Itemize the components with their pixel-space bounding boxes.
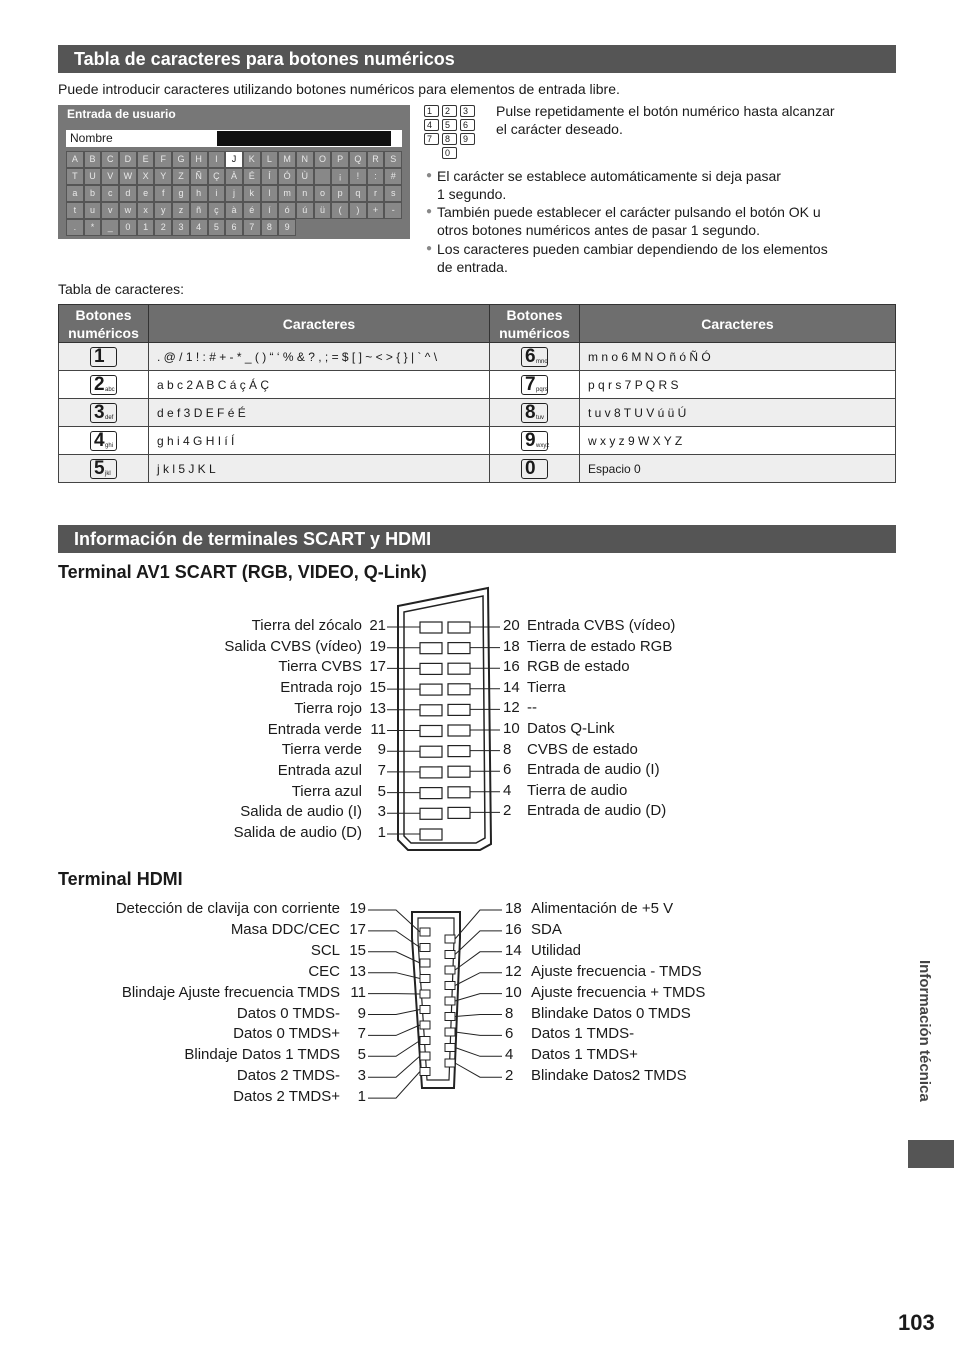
hdmi-pin-label: Detección de clavija con corriente bbox=[115, 900, 340, 917]
keyboard-key[interactable]: q bbox=[349, 185, 367, 202]
hdmi-pin-number: 13 bbox=[349, 962, 366, 980]
scart-pin-label: Entrada CVBS (vídeo) bbox=[527, 617, 676, 634]
keyboard-key[interactable]: é bbox=[243, 202, 261, 219]
hdmi-leader-line bbox=[455, 1063, 502, 1077]
number-key-0-icon: 0 bbox=[442, 147, 457, 159]
char-table-label: Tabla de caracteres: bbox=[58, 281, 185, 297]
keyboard-key[interactable]: Q bbox=[349, 151, 367, 168]
scart-pin-odd bbox=[420, 684, 442, 695]
scart-pin-odd bbox=[420, 788, 442, 799]
characters-cell: t u v 8 T U V ú ü Ú bbox=[580, 399, 896, 427]
characters-cell: d e f 3 D E F é É bbox=[149, 399, 490, 427]
hdmi-pin-odd bbox=[420, 1037, 430, 1045]
keyboard-key[interactable]: S bbox=[384, 151, 402, 168]
hdmi-pin-number: 10 bbox=[505, 983, 522, 1001]
number-key-3-icon: 3 bbox=[460, 105, 475, 117]
scart-pin-number: 17 bbox=[369, 658, 386, 676]
col-header-chars: Caracteres bbox=[149, 305, 490, 343]
keyboard-key[interactable]: a bbox=[66, 185, 84, 202]
hdmi-pin-label: SCL bbox=[310, 941, 340, 959]
keyboard-key[interactable]: r bbox=[367, 185, 385, 202]
keyboard-key[interactable]: 1 bbox=[137, 219, 155, 236]
keyboard-key[interactable]: 0 bbox=[119, 219, 137, 236]
col-header-buttons: Botones numéricos bbox=[59, 305, 149, 343]
number-button-icon: 8 tuv bbox=[521, 403, 548, 423]
hdmi-pin-number: 3 bbox=[357, 1067, 366, 1085]
scart-pin-number: 5 bbox=[377, 782, 386, 800]
scart-pin-number: 1 bbox=[377, 824, 386, 841]
keyboard-key[interactable]: w bbox=[119, 202, 137, 219]
keyboard-key[interactable]: ú bbox=[296, 202, 314, 219]
keyboard-key[interactable]: G bbox=[172, 151, 190, 168]
scart-pin-odd bbox=[420, 746, 442, 757]
hdmi-pin-odd bbox=[420, 1006, 430, 1014]
hdmi-pin-even bbox=[445, 982, 455, 990]
scart-pin-even bbox=[448, 787, 470, 798]
hdmi-pin-even bbox=[445, 935, 455, 943]
number-button-icon: 5 jkl bbox=[90, 459, 117, 479]
section-title-char-table: Tabla de caracteres para botones numéricos bbox=[58, 45, 896, 73]
scart-pin-even bbox=[448, 807, 470, 818]
keyboard-key[interactable]: Ó bbox=[278, 168, 296, 185]
hdmi-leader-line bbox=[455, 994, 502, 1001]
keyboard-key[interactable]: o bbox=[314, 185, 332, 202]
hdmi-pin-label: Datos 1 TMDS+ bbox=[531, 1046, 638, 1064]
keyboard-key[interactable]: U bbox=[84, 168, 102, 185]
scart-pin-even bbox=[448, 643, 470, 654]
scart-pin-number: 8 bbox=[503, 740, 512, 758]
scart-pin-even bbox=[448, 663, 470, 674]
keyboard-key[interactable]: B bbox=[84, 151, 102, 168]
keyboard-key[interactable]: # bbox=[384, 168, 402, 185]
scart-pin-label: RGB de estado bbox=[527, 658, 630, 676]
scart-pin-label: Salida de audio (D) bbox=[233, 824, 362, 841]
keyboard-key[interactable]: 3 bbox=[172, 219, 190, 236]
hdmi-pin-number: 18 bbox=[505, 900, 522, 917]
keyboard-key[interactable]: : bbox=[367, 168, 385, 185]
scart-pin-label: Tierra rojo bbox=[294, 699, 362, 717]
number-key-5-icon: 5 bbox=[442, 119, 457, 131]
keyboard-key[interactable]: 2 bbox=[154, 219, 172, 236]
hdmi-pin-number: 11 bbox=[350, 983, 366, 1001]
number-button-icon: 4 ghi bbox=[90, 431, 117, 451]
scart-pin-label: Tierra del zócalo bbox=[251, 617, 362, 634]
hdmi-pin-label: Blindaje Datos 1 TMDS bbox=[184, 1046, 340, 1064]
scart-pin-number: 9 bbox=[377, 741, 386, 759]
hdmi-pin-label: Blindake Datos2 TMDS bbox=[531, 1067, 687, 1085]
keyboard-key[interactable]: . bbox=[66, 219, 84, 236]
hdmi-pin-number: 12 bbox=[505, 962, 522, 980]
keyboard-key[interactable]: 9 bbox=[278, 219, 296, 236]
scart-pin-number: 13 bbox=[369, 699, 386, 717]
hdmi-pin-label: Ajuste frecuencia - TMDS bbox=[531, 962, 702, 980]
hdmi-leader-line bbox=[455, 973, 502, 986]
keyboard-key[interactable]: 7 bbox=[243, 219, 261, 236]
keyboard-key[interactable]: z bbox=[172, 202, 190, 219]
characters-cell: m n o 6 M N O ñ ó Ñ Ó bbox=[580, 343, 896, 371]
number-key-4-icon: 4 bbox=[424, 119, 439, 131]
keyboard-key[interactable]: x bbox=[137, 202, 155, 219]
scart-pin-odd bbox=[420, 705, 442, 716]
number-button-icon: 9 wxyz bbox=[521, 431, 548, 451]
keyboard-key[interactable]: 5 bbox=[208, 219, 226, 236]
keyboard-key[interactable]: R bbox=[367, 151, 385, 168]
scart-pin-odd bbox=[420, 767, 442, 778]
hdmi-pin-number: 2 bbox=[505, 1067, 514, 1085]
characters-cell: Espacio 0 bbox=[580, 455, 896, 483]
keyboard-key[interactable]: m bbox=[278, 185, 296, 202]
keyboard-key[interactable]: e bbox=[137, 185, 155, 202]
keyboard-key[interactable]: í bbox=[261, 202, 279, 219]
hdmi-pin-odd bbox=[420, 975, 430, 983]
hdmi-leader-line bbox=[455, 1032, 502, 1035]
keyboard-key[interactable]: t bbox=[66, 202, 84, 219]
keyboard-key[interactable]: b bbox=[84, 185, 102, 202]
hdmi-pin-label: Datos 0 TMDS- bbox=[236, 1004, 340, 1022]
hdmi-pin-label: Ajuste frecuencia + TMDS bbox=[531, 983, 706, 1001]
hdmi-pin-number: 8 bbox=[505, 1004, 514, 1022]
keyboard-key[interactable]: Ñ bbox=[190, 168, 208, 185]
scart-pin-number: 16 bbox=[503, 658, 520, 676]
keyboard-key[interactable]: s bbox=[384, 185, 402, 202]
keyboard-key[interactable]: É bbox=[243, 168, 261, 185]
keyboard-key[interactable]: 8 bbox=[261, 219, 279, 236]
scart-pin-number: 3 bbox=[377, 803, 386, 821]
scart-pin-number: 2 bbox=[503, 802, 512, 820]
characters-cell: a b c 2 A B C á ç Á Ç bbox=[149, 371, 490, 399]
keyboard-key[interactable]: J bbox=[225, 151, 243, 168]
hdmi-leader-line bbox=[368, 1041, 420, 1057]
keyboard-key[interactable]: u bbox=[84, 202, 102, 219]
hdmi-pin-label: CEC bbox=[308, 962, 340, 980]
keyboard-key[interactable]: Í bbox=[261, 168, 279, 185]
hdmi-pin-label: Datos 2 TMDS+ bbox=[233, 1088, 340, 1106]
keyboard-key[interactable]: h bbox=[190, 185, 208, 202]
number-key-7-icon: 7 bbox=[424, 133, 439, 145]
side-tab-marker bbox=[908, 1140, 954, 1168]
section-title-terminals: Información de terminales SCART y HDMI bbox=[58, 525, 896, 553]
keyboard-key[interactable]: c bbox=[101, 185, 119, 202]
keyboard-key[interactable]: Ç bbox=[208, 168, 226, 185]
scart-pin-number: 20 bbox=[503, 617, 520, 634]
keyboard-key[interactable]: ñ bbox=[190, 202, 208, 219]
hdmi-pin-label: Datos 1 TMDS- bbox=[531, 1025, 635, 1043]
scart-pin-number: 12 bbox=[503, 699, 520, 717]
hdmi-leader-line bbox=[455, 952, 502, 970]
hdmi-pin-number: 14 bbox=[505, 941, 522, 959]
hdmi-pin-odd bbox=[420, 1068, 430, 1076]
scart-pin-odd bbox=[420, 663, 442, 674]
keyboard-key[interactable]: Ù bbox=[296, 168, 314, 185]
keyboard-key[interactable]: d bbox=[119, 185, 137, 202]
scart-pin-number: 15 bbox=[369, 679, 386, 697]
scart-pin-label: Tierra de estado RGB bbox=[527, 637, 673, 655]
bullet-dot-icon: ● bbox=[426, 170, 433, 181]
hdmi-pin-label: Alimentación de +5 V bbox=[531, 900, 674, 917]
hdmi-pin-odd bbox=[420, 1052, 430, 1060]
scart-pin-odd bbox=[420, 808, 442, 819]
scart-pin-odd bbox=[420, 726, 442, 737]
keyboard-key[interactable]: H bbox=[190, 151, 208, 168]
scart-pin-label: Entrada rojo bbox=[280, 679, 362, 697]
scart-title: Terminal AV1 SCART (RGB, VIDEO, Q-Link) bbox=[58, 562, 427, 582]
keyboard-key[interactable]: ¡ bbox=[331, 168, 349, 185]
scart-pin-label: Datos Q-Link bbox=[527, 720, 615, 737]
keyboard-key[interactable]: ó bbox=[278, 202, 296, 219]
number-key-9-icon: 9 bbox=[460, 133, 475, 145]
keyboard-key[interactable]: g bbox=[172, 185, 190, 202]
scart-pin-number: 14 bbox=[503, 678, 520, 696]
keyboard-key[interactable]: L bbox=[261, 151, 279, 168]
hdmi-pin-even bbox=[445, 1028, 455, 1036]
hdmi-pin-number: 16 bbox=[505, 920, 522, 938]
number-key-1-icon: 1 bbox=[424, 105, 439, 117]
keyboard-key[interactable]: T bbox=[66, 168, 84, 185]
keyboard-key[interactable]: ( bbox=[331, 202, 349, 219]
scart-pin-label: Tierra de audio bbox=[527, 781, 628, 799]
hdmi-pin-number: 5 bbox=[357, 1046, 366, 1064]
keyboard-key[interactable]: V bbox=[101, 168, 119, 185]
intro-text: Puede introducir caracteres utilizando botones numéricos para elementos de entrada libre. bbox=[58, 81, 620, 97]
hdmi-pin-even bbox=[445, 997, 455, 1005]
hdmi-leader-line bbox=[455, 910, 502, 939]
keyboard-key[interactable]: ç bbox=[208, 202, 226, 219]
name-field-label: Nombre bbox=[70, 131, 113, 145]
hdmi-pin-number: 1 bbox=[357, 1088, 366, 1106]
number-button-icon: 7 pqrs bbox=[521, 375, 548, 395]
scart-pin-even bbox=[448, 704, 470, 715]
keyboard-key[interactable]: D bbox=[119, 151, 137, 168]
hdmi-pin-number: 9 bbox=[357, 1004, 366, 1022]
keyboard-key[interactable]: À bbox=[225, 168, 243, 185]
scart-pin-number: 19 bbox=[369, 637, 386, 655]
scart-pin-label: Tierra azul bbox=[291, 782, 362, 800]
scart-pin-odd bbox=[420, 622, 442, 633]
scart-pin-number: 11 bbox=[370, 720, 386, 738]
hdmi-pin-number: 4 bbox=[505, 1046, 514, 1064]
hdmi-title: Terminal HDMI bbox=[58, 869, 183, 889]
col-header-chars: Caracteres bbox=[580, 305, 896, 343]
number-button-icon: 3 def bbox=[90, 403, 117, 423]
instruction-line-2: el carácter deseado. bbox=[496, 121, 623, 137]
keyboard-key[interactable]: X bbox=[137, 168, 155, 185]
hdmi-pin-number: 6 bbox=[505, 1025, 514, 1043]
keyboard-key[interactable]: F bbox=[154, 151, 172, 168]
number-button-icon: 6 mno bbox=[521, 347, 548, 367]
hdmi-leader-line bbox=[455, 931, 502, 955]
number-key-8-icon: 8 bbox=[442, 133, 457, 145]
panel-title: Entrada de usuario bbox=[67, 107, 176, 121]
keyboard-key[interactable]: K bbox=[243, 151, 261, 168]
hdmi-pin-even bbox=[445, 1044, 455, 1052]
hdmi-pin-label: SDA bbox=[531, 920, 562, 938]
keyboard-key[interactable]: _ bbox=[101, 219, 119, 236]
hdmi-pin-label: Utilidad bbox=[531, 941, 582, 959]
hdmi-pin-odd bbox=[420, 1021, 430, 1029]
hdmi-pin-label: Blindake Datos 0 TMDS bbox=[531, 1004, 691, 1022]
hdmi-pin-even bbox=[445, 951, 455, 959]
keyboard-key[interactable]: Y bbox=[154, 168, 172, 185]
scart-pin-label: CVBS de estado bbox=[527, 740, 638, 758]
hdmi-pin-number: 7 bbox=[357, 1025, 366, 1043]
scart-pin-even bbox=[448, 684, 470, 695]
scart-pin-label: Salida de audio (I) bbox=[240, 803, 362, 821]
keyboard-key[interactable]: N bbox=[296, 151, 314, 168]
hdmi-pin-label: Datos 2 TMDS- bbox=[236, 1067, 340, 1085]
scart-pin-even bbox=[448, 622, 470, 633]
scart-pin-label: Entrada de audio (D) bbox=[527, 802, 667, 820]
bullet-dot-icon: ● bbox=[426, 206, 433, 217]
keyboard-key[interactable]: f bbox=[154, 185, 172, 202]
keyboard-key[interactable]: i bbox=[208, 185, 226, 202]
keyboard-key[interactable]: A bbox=[66, 151, 84, 168]
scart-pin-number: 18 bbox=[503, 637, 520, 655]
keyboard-key[interactable]: - bbox=[384, 202, 402, 219]
characters-cell: g h i 4 G H I í Í bbox=[149, 427, 490, 455]
keyboard-key[interactable]: y bbox=[154, 202, 172, 219]
number-button-icon: 1 bbox=[90, 347, 117, 367]
number-key-2-icon: 2 bbox=[442, 105, 457, 117]
keyboard-key[interactable]: O bbox=[314, 151, 332, 168]
hdmi-pin-label: Blindaje Ajuste frecuencia TMDS bbox=[121, 983, 340, 1001]
keyboard-key[interactable]: C bbox=[101, 151, 119, 168]
hdmi-pin-odd bbox=[420, 928, 430, 936]
hdmi-leader-line bbox=[455, 1048, 502, 1057]
hdmi-pin-even bbox=[445, 1013, 455, 1021]
hdmi-leader-line bbox=[368, 1025, 420, 1035]
number-button-icon: 0 bbox=[521, 459, 548, 479]
hdmi-pin-even bbox=[445, 1059, 455, 1067]
number-button-icon: 2 abc bbox=[90, 375, 117, 395]
scart-pin-label: Salida CVBS (vídeo) bbox=[224, 637, 362, 655]
hdmi-pin-number: 17 bbox=[349, 920, 366, 938]
scart-pin-number: 4 bbox=[503, 781, 512, 799]
keyboard-key[interactable]: ! bbox=[349, 168, 367, 185]
keyboard-key[interactable]: ü bbox=[314, 202, 332, 219]
col-header-buttons: Botones numéricos bbox=[490, 305, 580, 343]
scart-pin-label: Entrada de audio (I) bbox=[527, 761, 660, 779]
keyboard-key[interactable]: E bbox=[137, 151, 155, 168]
number-key-6-icon: 6 bbox=[460, 119, 475, 131]
hdmi-leader-line bbox=[368, 1010, 420, 1015]
keyboard-key[interactable]: k bbox=[243, 185, 261, 202]
hdmi-pin-label: Masa DDC/CEC bbox=[230, 920, 340, 938]
scart-pin-label: Entrada verde bbox=[267, 720, 362, 738]
characters-cell: p q r s 7 P Q R S bbox=[580, 371, 896, 399]
hdmi-pin-even bbox=[445, 966, 455, 974]
scart-pin-number: 10 bbox=[503, 720, 520, 737]
scart-pin-odd bbox=[420, 643, 442, 654]
keyboard-key[interactable]: à bbox=[225, 202, 243, 219]
keyboard-key[interactable]: Z bbox=[172, 168, 190, 185]
characters-cell: w x y z 9 W X Y Z bbox=[580, 427, 896, 455]
hdmi-pin-number: 15 bbox=[349, 941, 366, 959]
characters-cell: j k l 5 J K L bbox=[149, 455, 490, 483]
keyboard-key[interactable]: 4 bbox=[190, 219, 208, 236]
keyboard-key[interactable]: * bbox=[84, 219, 102, 236]
hdmi-leader-line bbox=[368, 1056, 420, 1077]
scart-pin-label: Tierra CVBS bbox=[278, 658, 362, 676]
hdmi-pin-label: Datos 0 TMDS+ bbox=[233, 1025, 340, 1043]
scart-pin-number: 7 bbox=[377, 761, 386, 779]
scart-pin-even bbox=[448, 725, 470, 736]
scart-pin-even bbox=[448, 766, 470, 777]
keyboard-key[interactable]: j bbox=[225, 185, 243, 202]
keyboard-key[interactable]: n bbox=[296, 185, 314, 202]
keyboard-key[interactable]: ) bbox=[349, 202, 367, 219]
side-section-label: Información técnica bbox=[916, 960, 933, 1102]
scart-pin-label: Entrada azul bbox=[277, 761, 362, 779]
hdmi-pin-odd bbox=[420, 944, 430, 952]
keyboard-key[interactable]: v bbox=[101, 202, 119, 219]
scart-pin-label: -- bbox=[527, 699, 537, 717]
keyboard-key[interactable]: + bbox=[367, 202, 385, 219]
scart-pin-odd bbox=[420, 829, 442, 840]
scart-pin-label: Tierra bbox=[527, 678, 566, 696]
scart-pin-even bbox=[448, 746, 470, 757]
characters-cell: . @ / 1 ! : # + - * _ ( ) “ ‘ % & ? , ; = $ [ ] ~ < > { } | ` ^ \ bbox=[149, 343, 490, 371]
bullet-dot-icon: ● bbox=[426, 243, 433, 254]
keyboard-key[interactable]: W bbox=[119, 168, 137, 185]
hdmi-leader-line bbox=[368, 1072, 420, 1099]
hdmi-pin-number: 19 bbox=[349, 900, 366, 917]
hdmi-leader-line bbox=[368, 973, 420, 979]
scart-pin-number: 21 bbox=[369, 617, 386, 634]
keyboard-key[interactable]: p bbox=[331, 185, 349, 202]
hdmi-pin-odd bbox=[420, 959, 430, 967]
instruction-line-1: Pulse repetidamente el botón numérico hasta alcanzar bbox=[496, 103, 835, 119]
keyboard-key[interactable]: l bbox=[261, 185, 279, 202]
keyboard-key[interactable]: I bbox=[208, 151, 226, 168]
hdmi-leader-line bbox=[455, 1015, 502, 1017]
keyboard-key[interactable]: P bbox=[331, 151, 349, 168]
keyboard-key[interactable]: 6 bbox=[225, 219, 243, 236]
page-number: 103 bbox=[898, 1310, 935, 1335]
keyboard-key[interactable]: M bbox=[278, 151, 296, 168]
scart-pin-label: Tierra verde bbox=[281, 741, 362, 759]
hdmi-pin-odd bbox=[420, 990, 430, 998]
scart-pin-number: 6 bbox=[503, 761, 512, 779]
